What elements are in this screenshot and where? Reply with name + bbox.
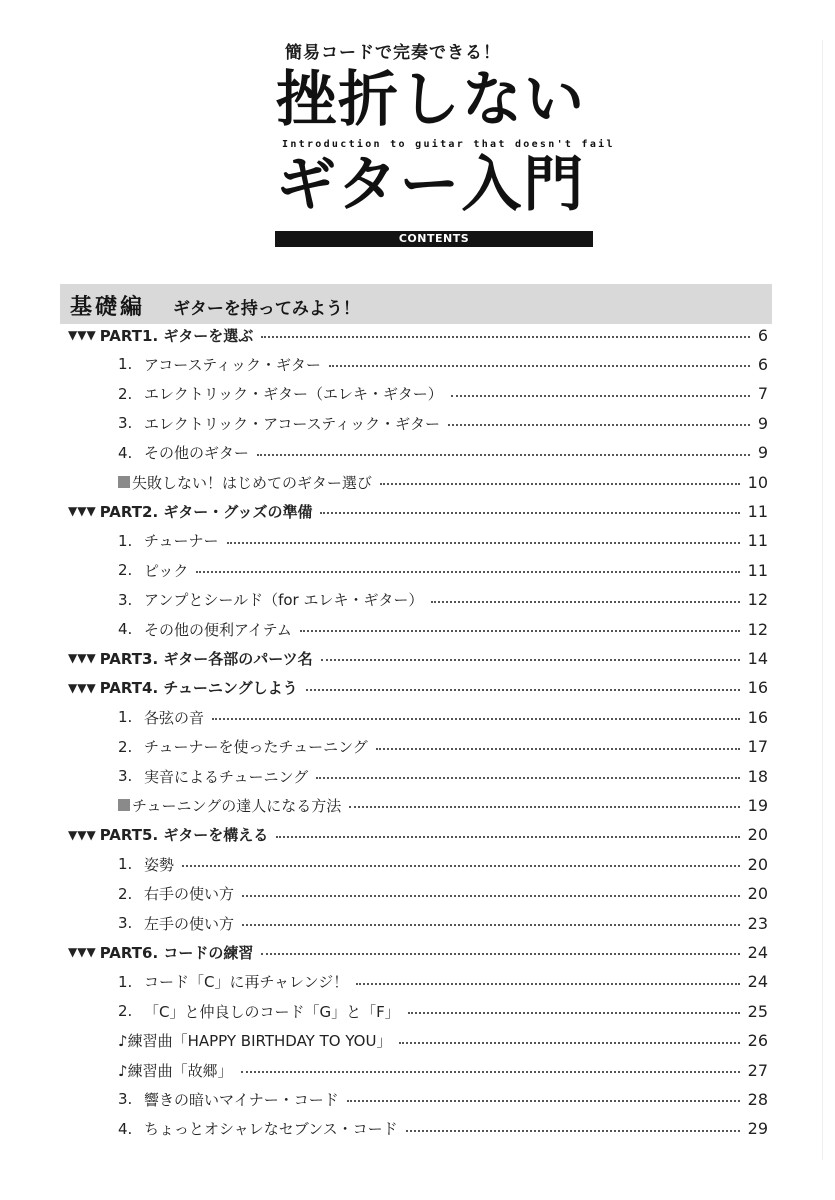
- toc-page-number: 9: [757, 443, 768, 463]
- toc-part-row: [68, 676, 768, 700]
- toc-entry-number: 1.: [118, 855, 133, 874]
- toc-entry-title: 失敗しない！はじめてのギター選び: [132, 473, 372, 492]
- toc-entry-title: PART4. チューニングしよう: [99, 679, 298, 698]
- toc-page-number: 12: [747, 619, 768, 639]
- toc-entry-number: 2.: [118, 561, 133, 580]
- toc-entry-row: [118, 882, 768, 906]
- dot-leader: [257, 454, 750, 456]
- toc-entry-number: 2.: [118, 737, 133, 756]
- toc-entry-row: [118, 558, 768, 582]
- title-header: [0, 0, 835, 260]
- book-title-line-1: 挫折しない: [276, 65, 586, 135]
- toc-page-number: 14: [747, 648, 768, 668]
- toc-entry-row: [118, 1117, 768, 1141]
- toc-page-number: 7: [757, 384, 768, 404]
- toc-page-number: 16: [747, 678, 768, 698]
- page-edge-divider: [822, 40, 823, 1160]
- toc-page-number: 9: [757, 413, 768, 433]
- toc-entry-number: 3.: [118, 914, 133, 932]
- subtitle: 簡易コードで完奏できる！: [285, 43, 501, 63]
- toc-entry-title: チューナーを使ったチューニング: [144, 738, 368, 757]
- section-heading: [60, 284, 772, 324]
- toc-entry-number: 1.: [118, 708, 133, 727]
- toc-entry-title: チューナー: [144, 532, 219, 551]
- dot-leader: [347, 1100, 740, 1102]
- dot-leader: [376, 748, 740, 750]
- dot-leader: [329, 365, 750, 367]
- toc-entry-title: 姿勢: [144, 855, 175, 874]
- toc-entry-title: アンプとシールド（for エレキ・ギター）: [144, 591, 424, 610]
- toc-entry-row: [118, 793, 768, 817]
- triangle-down-icon: ▼▼▼: [68, 651, 96, 666]
- toc-entry-row: [118, 735, 768, 759]
- toc-page-number: 20: [747, 884, 768, 904]
- toc-entry-title: エレクトリック・ギター（エレキ・ギター）: [144, 385, 443, 404]
- contents-bar: CONTENTS: [275, 231, 593, 247]
- section-subtitle: ギターを持ってみよう！: [173, 299, 360, 319]
- toc-page-number: 12: [747, 590, 768, 610]
- toc-page-number: 26: [747, 1031, 768, 1051]
- toc-entry-row: [118, 852, 768, 876]
- toc-entry-number: 4.: [118, 443, 133, 462]
- toc-entry-title: アコースティック・ギター: [144, 355, 321, 374]
- toc-entry-title: コード「C」に再チャレンジ！: [144, 973, 349, 992]
- triangle-down-icon: ▼▼▼: [68, 680, 96, 695]
- toc-entry-title: 各弦の音: [144, 708, 205, 727]
- dot-leader: [380, 483, 740, 485]
- toc-page-number: 29: [747, 1119, 768, 1139]
- toc-entry-row: [118, 1029, 768, 1053]
- toc-page-number: 24: [747, 972, 768, 992]
- toc-entry-number: 3.: [118, 1090, 133, 1109]
- square-bullet-icon: [118, 799, 130, 811]
- toc-entry-row: [118, 1087, 768, 1111]
- toc-page-number: 27: [747, 1060, 768, 1080]
- toc-entry-number: 3.: [118, 414, 133, 433]
- toc-part-row: [68, 823, 768, 847]
- toc-page-number: 17: [747, 737, 768, 757]
- toc-entry-title: 右手の使い方: [144, 885, 235, 904]
- dot-leader: [448, 424, 750, 426]
- toc-entry-row: [118, 970, 768, 994]
- toc-entry-row: [118, 764, 768, 788]
- dot-leader: [316, 777, 739, 779]
- dot-leader: [242, 924, 740, 926]
- dot-leader: [349, 806, 739, 808]
- dot-leader: [356, 983, 739, 985]
- toc-entry-row: [118, 352, 768, 376]
- toc-entry-number: 3.: [118, 767, 133, 785]
- toc-entry-title: PART5. ギターを構える: [99, 826, 269, 845]
- toc-entry-title: ♪練習曲「故郷」: [118, 1061, 233, 1080]
- toc-entry-title: 実音によるチューニング: [144, 767, 309, 786]
- dot-leader: [261, 953, 739, 955]
- dot-leader: [212, 718, 740, 720]
- toc-entry-number: 2.: [118, 1002, 133, 1021]
- dot-leader: [306, 689, 740, 691]
- triangle-down-icon: ▼▼▼: [68, 945, 96, 960]
- toc-page-number: 25: [747, 1001, 768, 1021]
- toc-entry-number: 1.: [118, 531, 133, 550]
- toc-entry-number: 1.: [118, 972, 133, 991]
- toc-entry-title: その他の便利アイテム: [144, 620, 292, 639]
- book-title-english: Introduction to guitar that doesn't fail: [282, 139, 615, 150]
- toc-part-row: [68, 940, 768, 964]
- toc-page-number: 20: [747, 854, 768, 874]
- dot-leader: [196, 571, 739, 573]
- toc-entry-row: [118, 441, 768, 465]
- toc-page-number: 23: [747, 913, 768, 933]
- dot-leader: [320, 512, 739, 514]
- toc-entry-row: [118, 588, 768, 612]
- toc-entry-title: ♪練習曲「HAPPY BIRTHDAY TO YOU」: [118, 1032, 392, 1051]
- dot-leader: [431, 601, 739, 603]
- toc-page-number: 20: [747, 825, 768, 845]
- toc-entry-row: [118, 411, 768, 435]
- book-title-line-2: ギター入門: [276, 150, 586, 220]
- square-bullet-icon: [118, 476, 130, 488]
- toc-entry-number: 2.: [118, 384, 133, 403]
- toc-entry-number: 2.: [118, 884, 133, 903]
- toc-entry-row: [118, 705, 768, 729]
- toc-entry-row: [118, 999, 768, 1023]
- toc-entry-title: 「C」と仲良しのコード「G」と「F」: [144, 1002, 400, 1021]
- toc-entry-title: チューニングの達人になる方法: [132, 796, 342, 815]
- toc-page-number: 6: [757, 325, 768, 345]
- toc-page-number: 24: [747, 942, 768, 962]
- toc-entry-row: [118, 382, 768, 406]
- toc-entry-row: [118, 1058, 768, 1082]
- triangle-down-icon: ▼▼▼: [68, 504, 96, 519]
- toc-entry-row: [118, 617, 768, 641]
- dot-leader: [406, 1130, 740, 1132]
- toc-page-number: 28: [747, 1089, 768, 1109]
- dot-leader: [276, 836, 739, 838]
- toc-page-number: 6: [757, 354, 768, 374]
- triangle-down-icon: ▼▼▼: [68, 827, 96, 842]
- toc-entry-row: [118, 911, 768, 935]
- dot-leader: [408, 1012, 740, 1014]
- toc-entry-title: その他のギター: [144, 444, 249, 463]
- toc-page-number: 18: [747, 766, 768, 786]
- toc-part-row: [68, 323, 768, 347]
- toc-page-number: 16: [747, 707, 768, 727]
- toc-entry-title: ちょっとオシャレなセブンス・コード: [144, 1120, 398, 1139]
- toc-page-number: 19: [747, 795, 768, 815]
- toc-page-number: 10: [747, 472, 768, 492]
- toc-page-number: 11: [747, 531, 768, 551]
- toc-entry-row: [118, 529, 768, 553]
- toc-entry-number: 1.: [118, 355, 133, 374]
- dot-leader: [182, 865, 740, 867]
- toc-part-row: [68, 499, 768, 523]
- dot-leader: [300, 630, 740, 632]
- toc-entry-title: PART2. ギター・グッズの準備: [99, 502, 313, 521]
- toc-entry-title: 左手の使い方: [144, 914, 235, 933]
- toc-entry-title: 響きの暗いマイナー・コード: [144, 1090, 339, 1109]
- toc-part-row: [68, 646, 768, 670]
- dot-leader: [242, 895, 740, 897]
- toc-entry-title: エレクトリック・アコースティック・ギター: [144, 414, 440, 433]
- dot-leader: [399, 1042, 739, 1044]
- toc-entry-row: [118, 470, 768, 494]
- toc-page-number: 11: [747, 501, 768, 521]
- toc-entry-number: 4.: [118, 1119, 133, 1138]
- triangle-down-icon: ▼▼▼: [68, 328, 96, 342]
- toc-entry-number: 4.: [118, 620, 133, 638]
- dot-leader: [451, 395, 750, 397]
- section-title: 基礎編: [70, 295, 146, 320]
- toc-page-number: 11: [747, 560, 768, 580]
- toc-entry-title: ピック: [144, 561, 189, 580]
- toc-entry-title: PART3. ギター各部のパーツ名: [99, 649, 313, 668]
- dot-leader: [227, 542, 740, 544]
- toc-entry-title: PART6. コードの練習: [99, 943, 254, 962]
- toc-entry-title: PART1. ギターを選ぶ: [99, 326, 254, 345]
- dot-leader: [321, 659, 740, 661]
- toc-entry-number: 3.: [118, 590, 133, 609]
- dot-leader: [261, 336, 750, 338]
- dot-leader: [241, 1071, 740, 1073]
